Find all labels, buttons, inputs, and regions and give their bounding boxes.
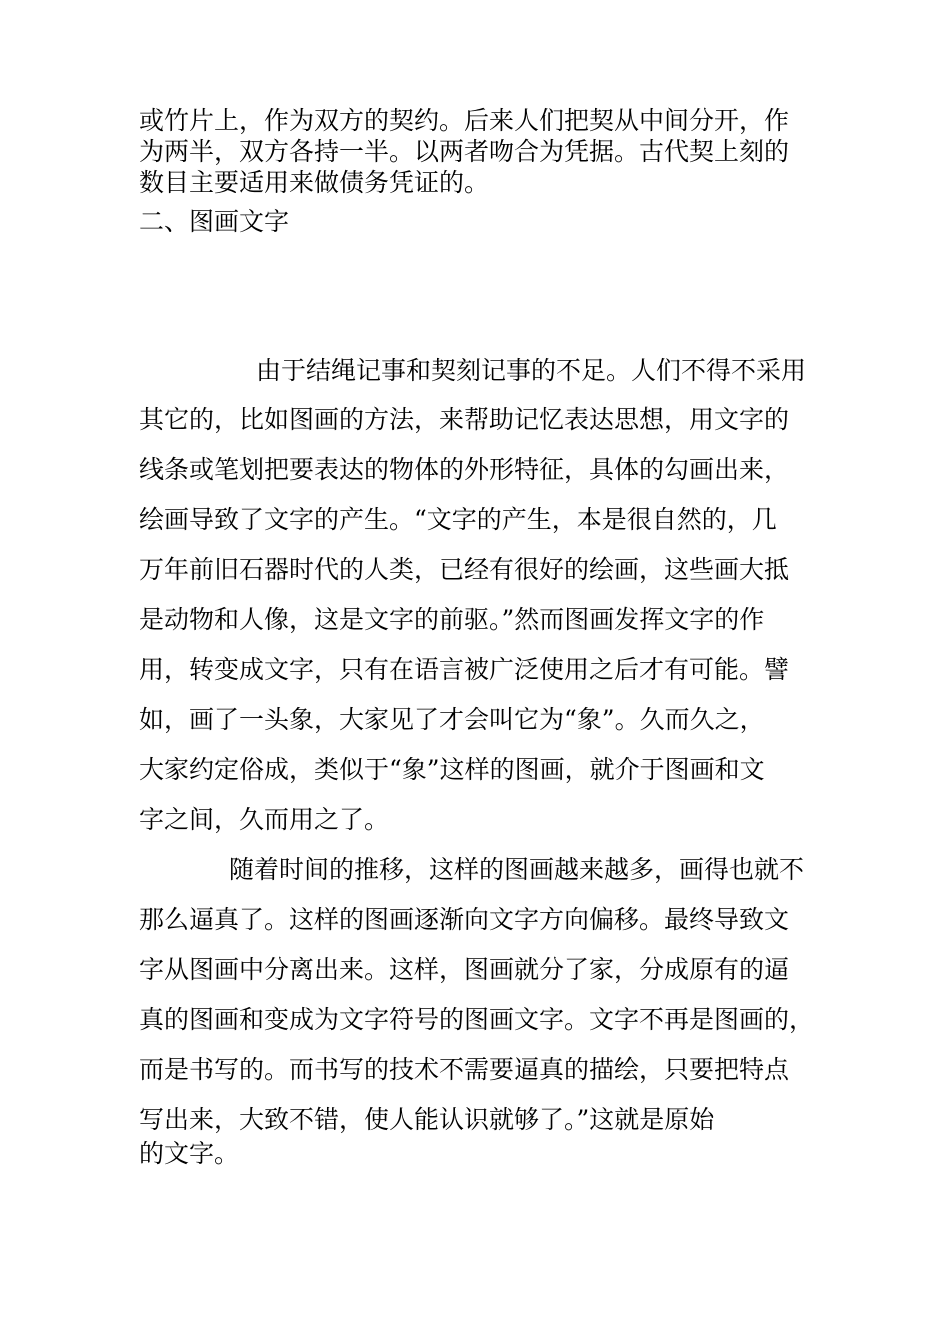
paragraph-line: 而是书写的。而书写的技术不需要逼真的描绘，只要把特点 [139,1055,790,1084]
paragraph-line: 其它的，比如图画的方法，来帮助记忆表达思想，用文字的 [139,405,790,434]
paragraph-line: 字之间，久而用之了。 [139,805,390,834]
paragraph-line: 写出来，大致不错，使人能认识就够了。”这就是原始 [139,1105,715,1134]
paragraph-line: 字从图画中分离出来。这样，图画就分了家，分成原有的逼 [139,955,790,984]
paragraph-line: 如，画了一头象，大家见了才会叫它为“象”。久而久之， [139,705,765,734]
paragraph-line: 绘画导致了文字的产生。“文字的产生，本是很自然的，几 [139,505,777,534]
paragraph-line: 用，转变成文字，只有在语言被广泛使用之后才有可能。譬 [139,655,790,684]
paragraph-line: 随着时间的推移，这样的图画越来越多，画得也就不 [229,855,805,884]
section-heading: 二、图画文字 [139,207,290,236]
paragraph-line: 真的图画和变成为文字符号的图画文字。文字不再是图画的， [139,1005,815,1034]
paragraph-line: 大家约定俗成，类似于“象”这样的图画，就介于图画和文 [139,755,765,784]
paragraph-line: 是动物和人像，这是文字的前驱。”然而图画发挥文字的作 [139,605,765,634]
intro-line: 为两半，双方各持一半。以两者吻合为凭据。古代契上刻的 [139,137,790,166]
intro-line: 或竹片上，作为双方的契约。后来人们把契从中间分开，作 [139,106,790,135]
paragraph-line: 的文字。 [139,1139,240,1168]
paragraph-line: 万年前旧石器时代的人类，已经有很好的绘画，这些画大抵 [139,555,790,584]
paragraph-line: 线条或笔划把要表达的物体的外形特征，具体的勾画出来， [139,455,790,484]
intro-line: 数目主要适用来做债务凭证的。 [139,168,490,197]
paragraph-line: 那么逼真了。这样的图画逐渐向文字方向偏移。最终导致文 [139,905,790,934]
paragraph-line: 由于结绳记事和契刻记事的不足。人们不得不采用 [256,356,807,385]
